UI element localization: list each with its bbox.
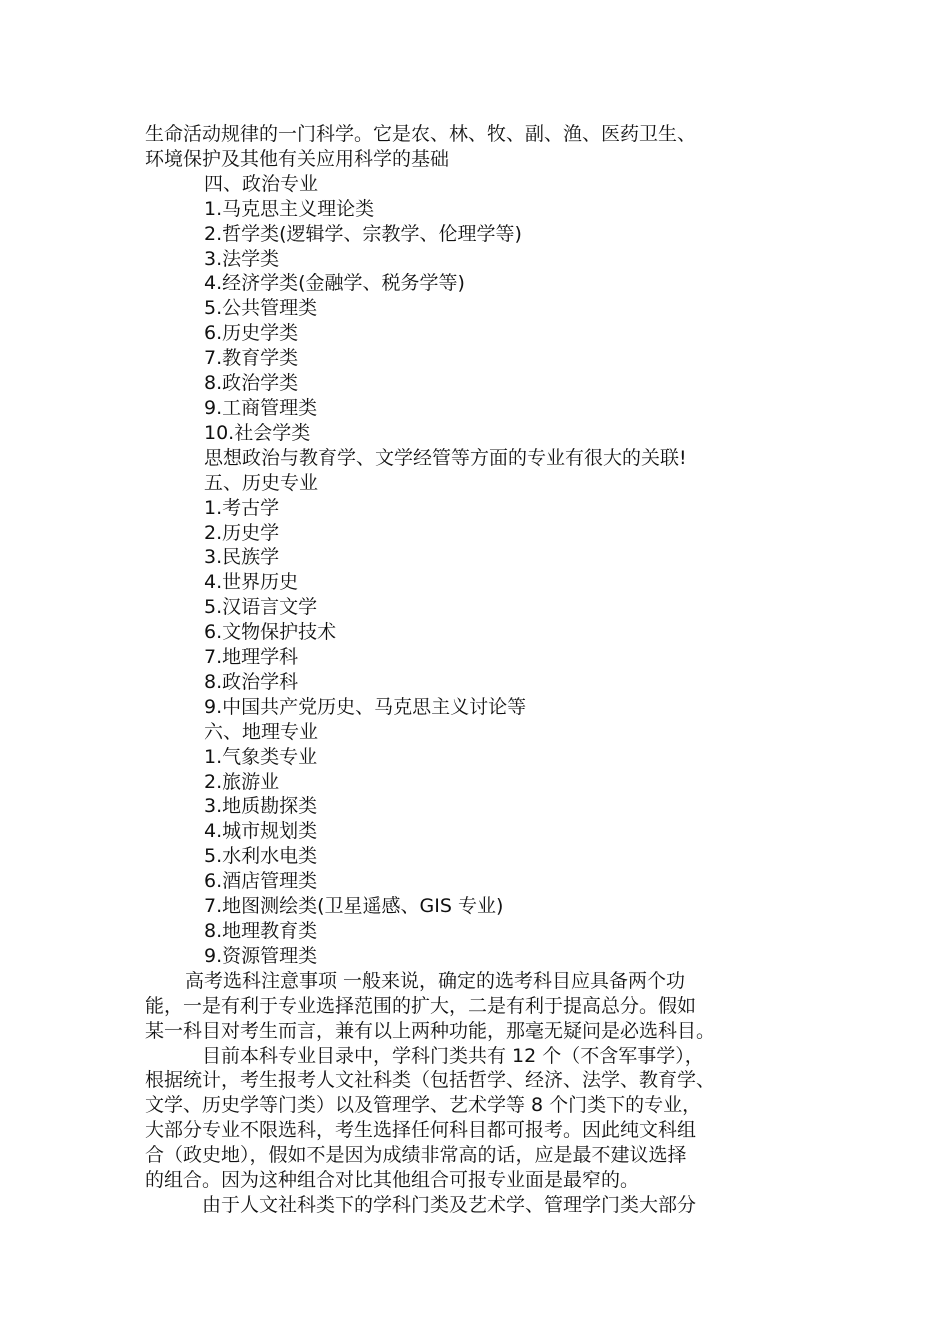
paragraph-humanities xyxy=(145,1193,825,1218)
list-item: 1.考古学 xyxy=(204,496,280,519)
list-item: 4.经济学类(金融学、税务学等) xyxy=(204,272,465,295)
list-item: 9.工商管理类 xyxy=(204,396,318,419)
text-line: 由于人文社科类下的学科门类及艺术学、管理学门类大部分 xyxy=(202,1193,697,1216)
intro-paragraph xyxy=(145,122,825,172)
list-item: 6.历史学类 xyxy=(204,322,299,345)
list-item: 7.地理学科 xyxy=(204,646,299,669)
list-item: 6.文物保护技术 xyxy=(204,621,337,644)
list-item: 9.中国共产党历史、马克思主义讨论等 xyxy=(204,695,527,718)
list-item: 8.政治学科 xyxy=(204,670,299,693)
text-line: 的组合。因为这种组合对比其他组合可报专业面是最窄的。 xyxy=(145,1169,640,1192)
list-item: 4.城市规划类 xyxy=(204,820,318,843)
section-note-politics: 思想政治与教育学、文学经管等方面的专业有很大的关联! xyxy=(204,446,687,469)
list-item: 6.酒店管理类 xyxy=(204,870,318,893)
text-line: 文学、历史学等门类）以及管理学、艺术学等 8 个门类下的专业， xyxy=(145,1094,702,1117)
text-line: 根据统计，考生报考人文社科类（包括哲学、经济、法学、教育学、 xyxy=(145,1069,716,1092)
list-item: 3.民族学 xyxy=(204,546,280,569)
list-item: 3.地质勘探类 xyxy=(204,795,318,818)
section-heading-history: 五、历史专业 xyxy=(204,471,319,494)
section-heading-geography: 六、地理专业 xyxy=(204,720,319,743)
text-line: 环境保护及其他有关应用科学的基础 xyxy=(145,147,450,170)
text-line: 某一科目对考生而言，兼有以上两种功能，那毫无疑问是必选科目。 xyxy=(145,1019,716,1042)
text-line: 能，一是有利于专业选择范围的扩大，二是有利于提高总分。假如 xyxy=(145,994,697,1017)
list-item: 2.历史学 xyxy=(204,521,280,544)
document-body xyxy=(145,122,825,1218)
list-item: 5.水利水电类 xyxy=(204,845,318,868)
list-item: 2.哲学类(逻辑学、宗教学、伦理学等) xyxy=(204,222,522,245)
section-heading-politics: 四、政治专业 xyxy=(204,172,319,195)
paragraph-major-catalog xyxy=(145,1044,825,1193)
text-line: 大部分专业不限选科，考生选择任何科目都可报考。因此纯文科组 xyxy=(145,1119,697,1142)
list-item: 9.资源管理类 xyxy=(204,944,318,967)
list-item: 7.地图测绘类(卫星遥感、GIS 专业) xyxy=(204,895,504,918)
list-item: 2.旅游业 xyxy=(204,770,280,793)
text-line: 目前本科专业目录中，学科门类共有 12 个（不含军事学）， xyxy=(202,1044,704,1067)
list-item: 7.教育学类 xyxy=(204,347,299,370)
text-line: 生命活动规律的一门科学。它是农、林、牧、副、渔、医药卫生、 xyxy=(145,123,697,145)
list-item: 5.汉语言文学 xyxy=(204,596,318,619)
list-item: 1.气象类专业 xyxy=(204,745,318,768)
list-item: 8.地理教育类 xyxy=(204,920,318,942)
text-line: 高考选科注意事项 一般来说，确定的选考科目应具备两个功 xyxy=(185,969,686,992)
list-item: 10.社会学类 xyxy=(204,421,311,444)
list-item: 1.马克思主义理论类 xyxy=(204,197,375,220)
list-item: 4.世界历史 xyxy=(204,571,299,594)
text-line: 合（政史地），假如不是因为成绩非常高的话，应是最不建议选择 xyxy=(145,1144,687,1167)
list-item: 3.法学类 xyxy=(204,247,280,270)
list-item: 8.政治学类 xyxy=(204,372,299,395)
list-item: 5.公共管理类 xyxy=(204,297,318,320)
paragraph-selection-notes xyxy=(145,969,825,1044)
